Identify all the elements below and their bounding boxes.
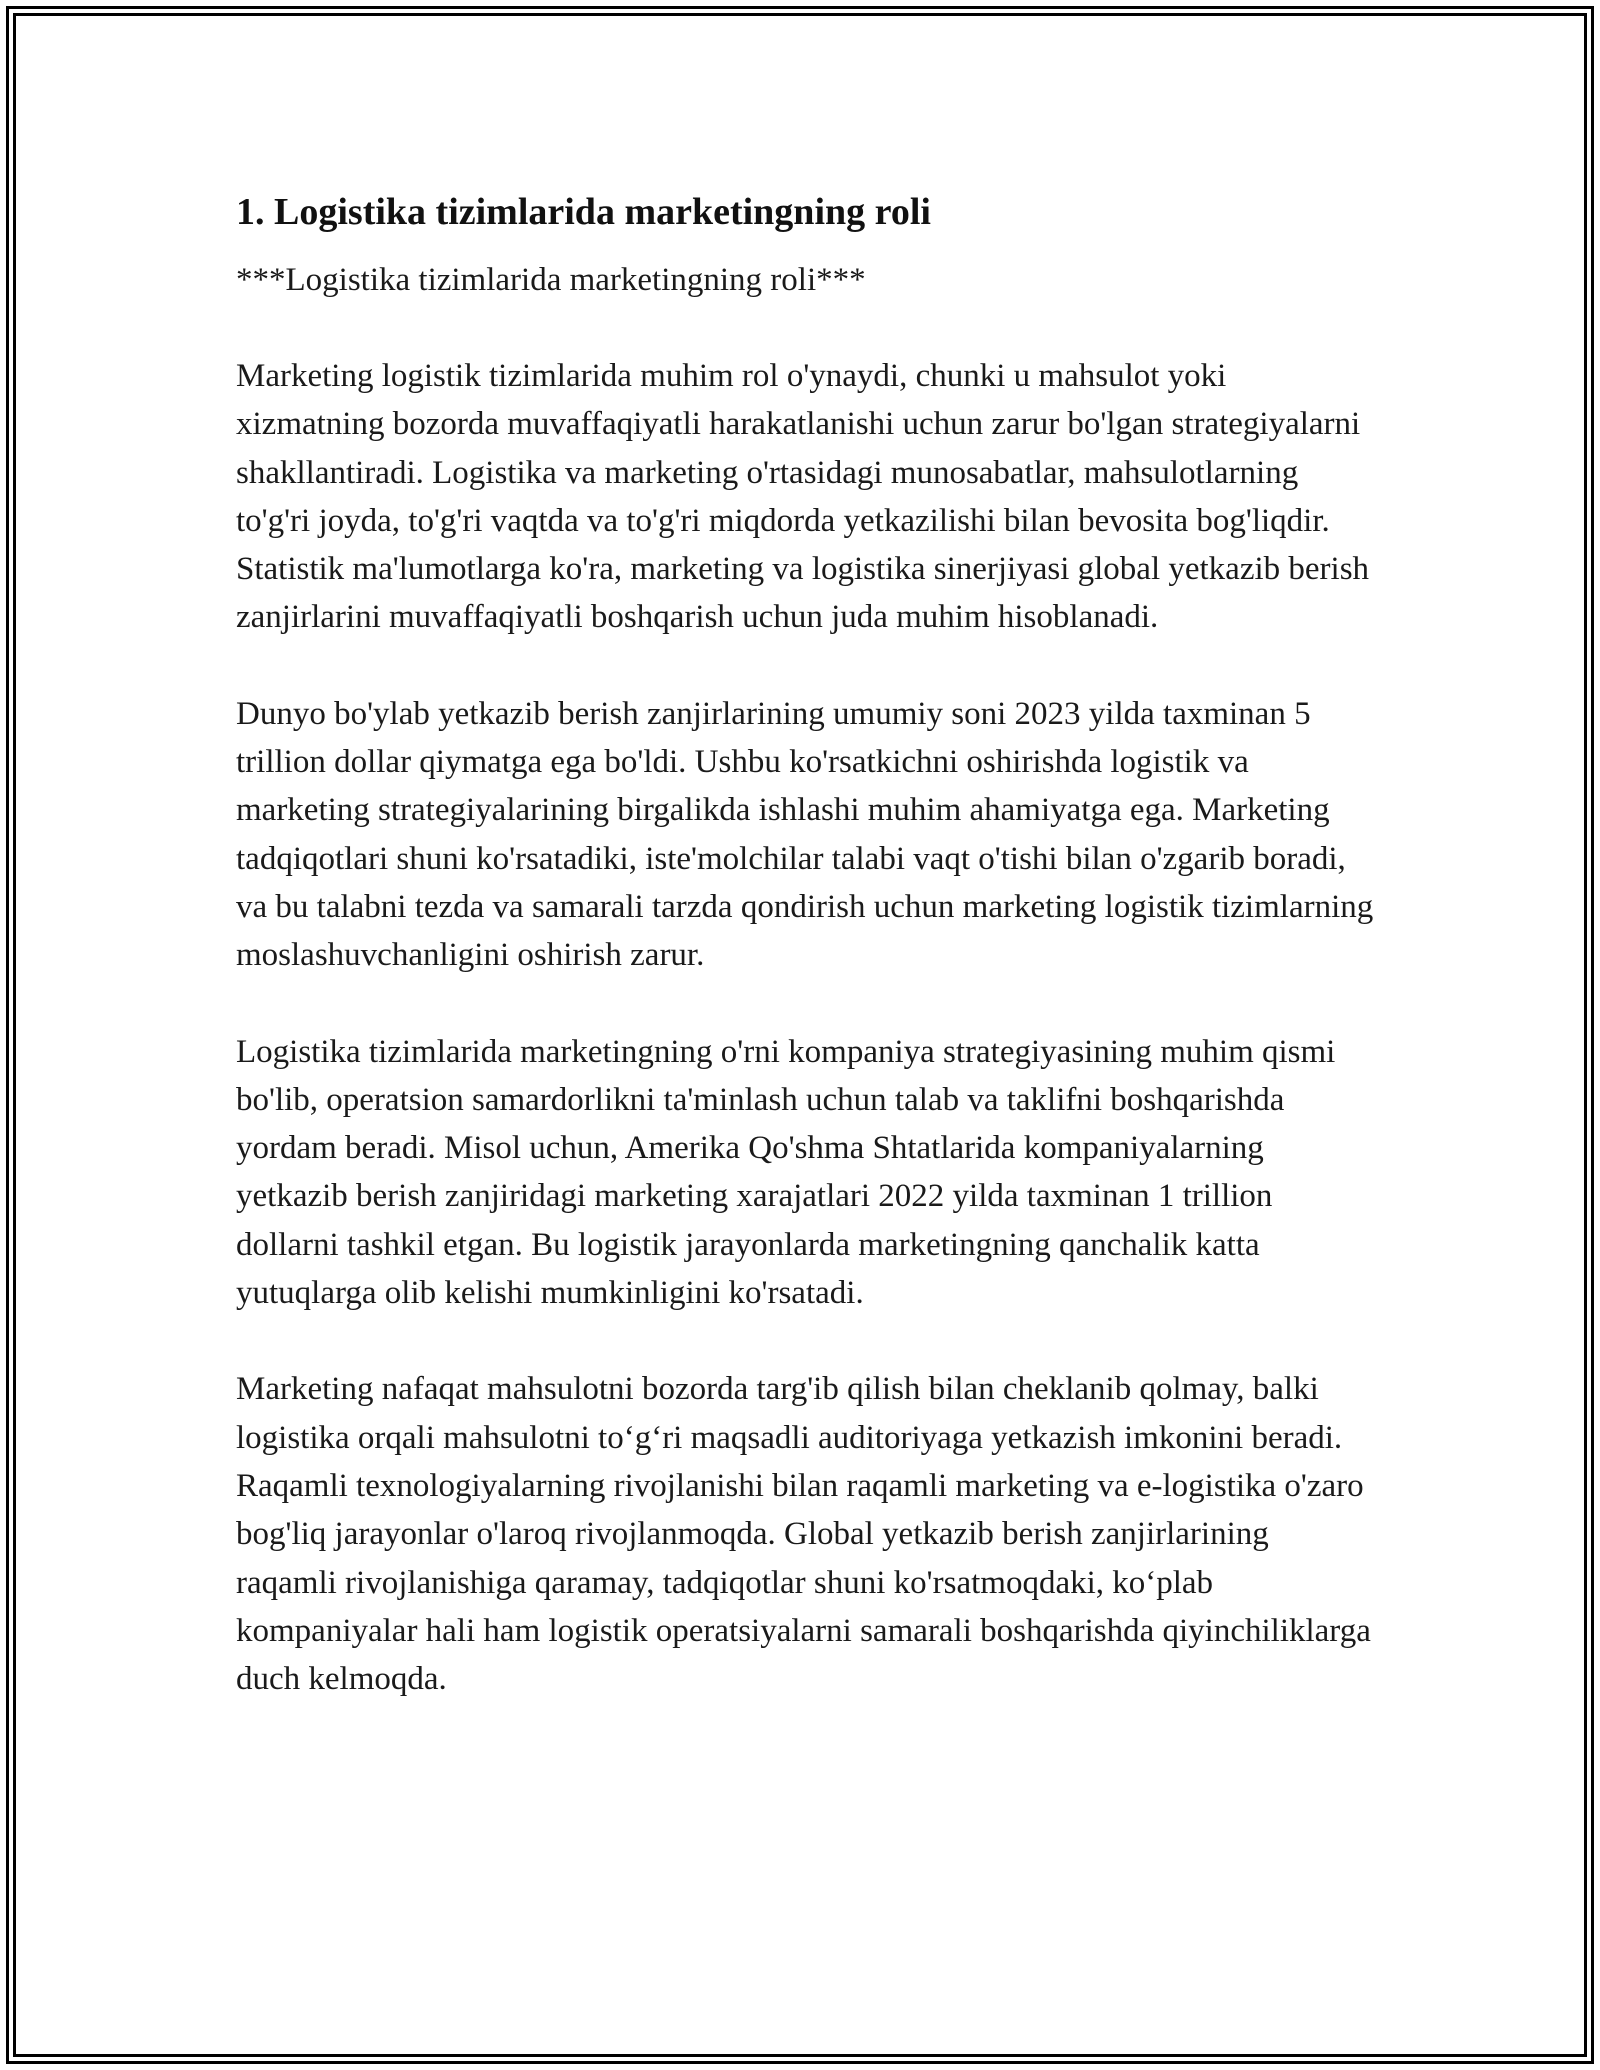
paragraph-2: Dunyo bo'ylab yetkazib berish zanjirlarining umumiy soni 2023 yilda taxminan 5 trillion dollar qiymatga ega bo'ldi. Ushbu ko'rsatkichni oshirishda logistik va marketing strategiyalarining birgalikda ishlashi muhim ahamiyatga ega. Marketing tadqiqotlari shuni ko'rsatadiki, iste'molchilar talabi vaqt o'tishi bilan o'zgarib boradi, va bu talabni tezda va samarali tarzda qondirish uchun marketing logistik tizimlarning moslashuvchanligini oshirish zarur. [236, 695, 1374, 974]
section-subheading: ***Logistika tizimlarida marketingning roli*** [236, 262, 866, 298]
section-heading: 1. Logistika tizimlarida marketingning roli [236, 191, 931, 233]
document-body [236, 185, 1376, 1751]
paragraph-4: Marketing nafaqat mahsulotni bozorda targ'ib qilish bilan cheklanib qolmay, balki logistika orqali mahsulotni to‘g‘ri maqsadli auditoriyaga yetkazish imkonini beradi. Raqamli texnologiyalarning rivojlanishi bilan raqamli marketing va e-logistika o'zaro bog'liq jarayonlar o'laroq rivojlanmoqda. Global yetkazib berish zanjirlarining raqamli rivojlanishiga qaramay, tadqiqotlar shuni ko'rsatmoqdaki, ko‘plab kompaniyalar hali ham logistik operatsiyalarni samarali boshqarishda qiyinchiliklarga duch kelmoqda. [236, 1371, 1371, 1698]
paragraph-1: Marketing logistik tizimlarida muhim rol o'ynaydi, chunki u mahsulot yoki xizmatning bozorda muvaffaqiyatli harakatlanishi uchun zarur bo'lgan strategiyalarni shakllantiradi. Logistika va marketing o'rtasidagi munosabatlar, mahsulotlarning to'g'ri joyda, to'g'ri vaqtda va to'g'ri miqdorda yetkazilishi bilan bevosita bog'liqdir. Statistik ma'lumotlarga ko'ra, marketing va logistika sinerjiyasi global yetkazib berish zanjirlarini muvaffaqiyatli boshqarish uchun juda muhim hisoblanadi. [236, 358, 1370, 636]
paragraph-3: Logistika tizimlarida marketingning o'rni kompaniya strategiyasining muhim qismi bo'lib, operatsion samardorlikni ta'minlash uchun talab va taklifni boshqarishda yordam beradi. Misol uchun, Amerika Qo'shma Shtatlarida kompaniyalarning yetkazib berish zanjiridagi marketing xarajatlari 2022 yilda taxminan 1 trillion dollarni tashkil etgan. Bu logistik jarayonlarda marketingning qanchalik katta yutuqlarga olib kelishi mumkinligini ko'rsatadi. [236, 1033, 1336, 1312]
